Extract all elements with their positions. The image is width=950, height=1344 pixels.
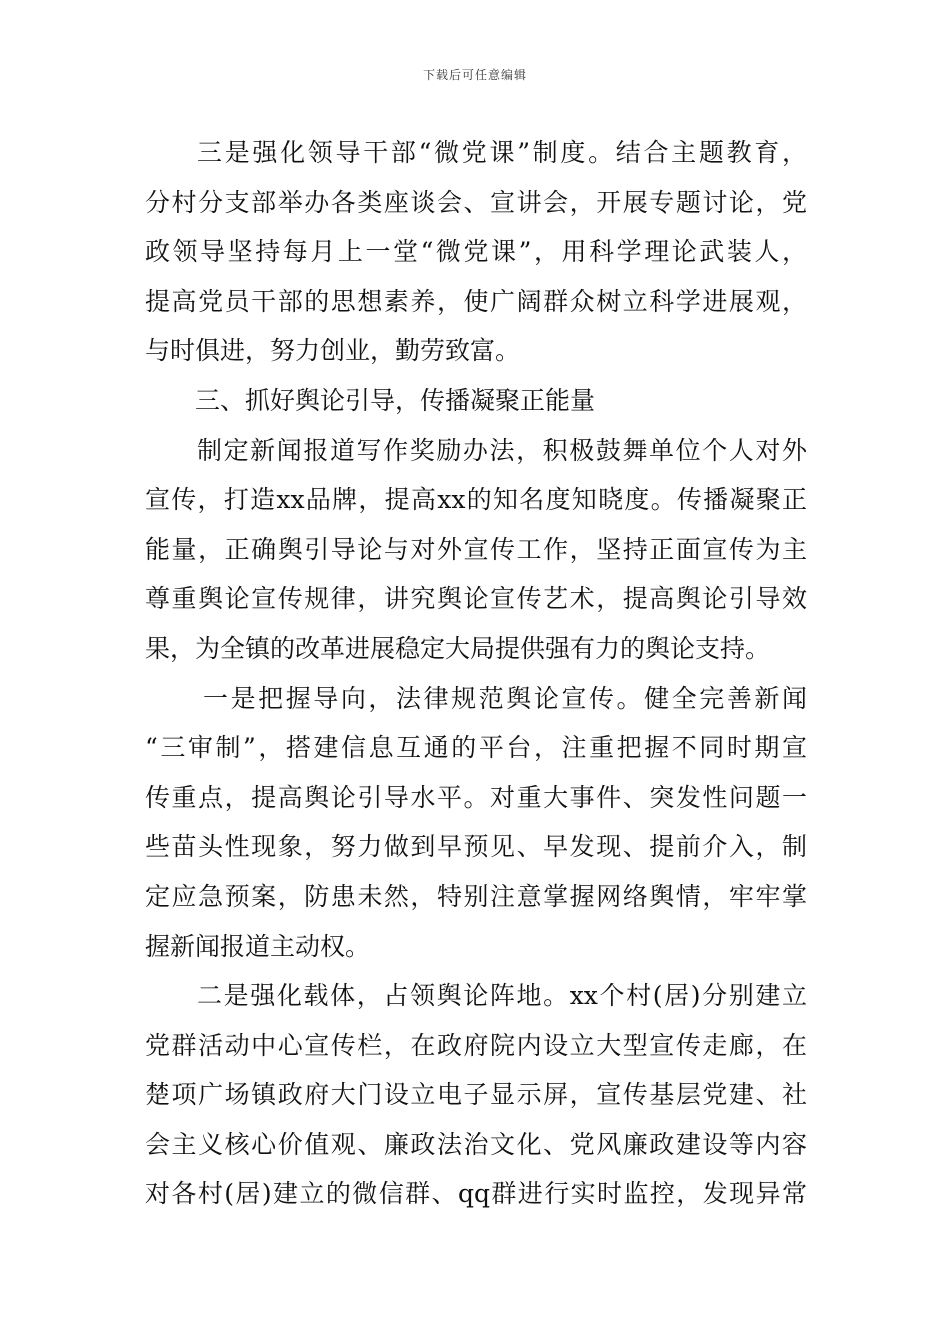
text-line: 制定新闻报道写作奖励办法，积极鼓舞单位个人对外 <box>197 435 807 465</box>
text-line: 分村分支部举办各类座谈会、宣讲会，开展专题讨论，党 <box>145 187 807 217</box>
text-line: “三审制”，搭建信息互通的平台，注重把握不同时期宣 <box>145 733 807 763</box>
page-header: 下载后可任意编辑 <box>422 68 527 82</box>
text-line: 宣传，打造xx品牌，提高xx的知名度知晓度。传播凝聚正 <box>145 485 807 515</box>
body-text <box>145 128 807 1219</box>
text-line: 对各村(居)建立的微信群、qq群进行实时监控，发现异常 <box>145 1179 807 1209</box>
text-line: 会主义核心价值观、廉政法治文化、党风廉政建设等内容 <box>145 1129 807 1159</box>
text-line: 些苗头性现象，努力做到早预见、早发现、提前介入，制 <box>145 832 807 862</box>
text-line: 三、抓好舆论引导，传播凝聚正能量 <box>195 385 596 415</box>
text-line: 握新闻报道主动权。 <box>145 931 371 961</box>
text-line: 传重点，提高舆论引导水平。对重大事件、突发性问题一 <box>145 782 807 812</box>
text-line: 楚项广场镇政府大门设立电子显示屏，宣传基层党建、社 <box>145 1080 807 1110</box>
text-line: 二是强化载体，占领舆论阵地。xx个村(居)分别建立 <box>197 981 807 1011</box>
text-line: 党群活动中心宣传栏，在政府院内设立大型宣传走廊，在 <box>145 1030 807 1060</box>
text-line: 提高党员干部的思想素养，使广阔群众树立科学进展观， <box>145 286 807 316</box>
text-line: 与时俱进，努力创业，勤劳致富。 <box>145 336 521 366</box>
text-line: 三是强化领导干部“微党课”制度。结合主题教育， <box>197 138 807 167</box>
text-line: 政领导坚持每月上一堂“微党课”，用科学理论武装人， <box>145 237 807 267</box>
text-line: 一是把握导向，法律规范舆论宣传。健全完善新闻 <box>203 683 807 713</box>
text-line: 果，为全镇的改革进展稳定大局提供强有力的舆论支持。 <box>145 633 771 663</box>
text-line: 能量，正确舆引导论与对外宣传工作，坚持正面宣传为主 <box>145 534 807 564</box>
text-line: 尊重舆论宣传规律，讲究舆论宣传艺术，提高舆论引导效 <box>145 584 807 614</box>
text-line: 定应急预案，防患未然，特别注意掌握网络舆情，牢牢掌 <box>145 881 807 911</box>
